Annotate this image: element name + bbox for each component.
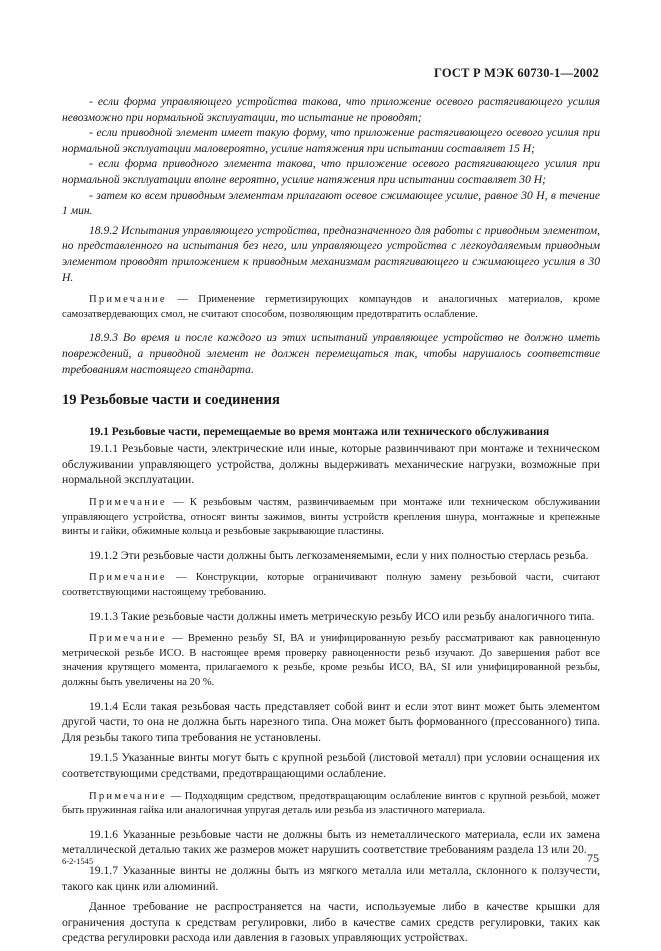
note-text: — К резьбовым частям, развинчиваемым при монтаже или техническом обслуживании управляющего устройства, относят винты зажимов, винты устройств крепления шнура, монтажные и крепежные винты и гайки, обжимные кольца и резьбовые закрывающие пластины. — [62, 497, 600, 538]
subsection-heading: 19.1 Резьбовые части, перемещаемые во время монтажа или технического обслуживания — [89, 425, 550, 438]
dash-item: - если приводной элемент имеет такую форму, что приложение растягивающего осевого усилия при нормальной эксплуатации маловероятно, усилие натяжения при испытании составляет 15 Н; — [62, 126, 600, 155]
dash-item: - если форма управляющего устройства такова, что приложение осевого растягивающего усилия невозможно при нормальной эксплуатации, то испытание не проводят; — [62, 95, 600, 124]
print-code: 6-2-1545 — [62, 856, 94, 866]
page-header-standard-title: ГОСТ Р МЭК 60730-1—2002 — [434, 66, 599, 80]
dash-item: - затем ко всем приводным элементам прилагают осевое сжимающее усилие, равное 30 Н, в течение 1 мин. — [62, 188, 600, 218]
clause-19-1-3: 19.1.3 Такие резьбовые части должны иметь метрическую резьбу ИСО или резьбу аналогичного типа. — [89, 609, 595, 623]
clause-19-1-5: 19.1.5 Указанные винты могут быть с крупной резьбой (листовой металл) при условии оснащения их соответствующими средствами, предотвращающими ослабление. — [62, 751, 600, 780]
note-1 — [62, 293, 600, 322]
section-heading: 19 Резьбовые части и соединения — [62, 392, 280, 409]
note-text: — Подходящим средством, предотвращающим ослабление винтов с крупной резьбой, может быть пружинная гайка или аналогичная упругая деталь или резьба из эластичного материала. — [62, 790, 600, 817]
note-5 — [62, 790, 600, 819]
note-label: Примечание — [89, 294, 167, 306]
clause-19-1-1: 19.1.1 Резьбовые части, электрические или иные, которые развинчивают при монтаже и техническом обслуживании управляющего устройства, должны выдерживать механические нагрузки, возможные при нормальной эксплуатации. — [62, 442, 600, 487]
note-text: — Временно резьбу SI, ВА и унифицированную резьбу рассматривают как равноценную метрической резьбе ИСО. В настоящее время проверку равноценности резьб изучают. До завершения работ все значения крутящего момента, прилагаемого к резьбе, кроме резьбы ИСО, ВА, SI или унифицированной резьбы, должны быть увеличены на 20 %. — [62, 633, 600, 688]
clause-19-1-2: 19.1.2 Эти резьбовые части должны быть легкозаменяемыми, если у них полностью стерлась резьба. — [89, 548, 589, 562]
page-content — [62, 94, 600, 951]
note-text: — Применение герметизирующих компаундов и аналогичных материалов, кроме самозатвердевающих смол, не считают способом, позволяющим предотвратить ослабление. — [62, 294, 600, 320]
note-label: Примечание — [89, 790, 167, 802]
note-text: — Конструкции, которые ограничивают полную замену резьбовой части, считают соответствующими настоящему требованию. — [62, 572, 600, 599]
note-4 — [62, 632, 600, 690]
clause-18-9-2: 18.9.2 Испытания управляющего устройства, предназначенного для работы с приводным элементом, но представленного на испытания без него, или управляющего устройства с легкоудаляемым приводным элементом проводят приложением к приводным механизмам растягивающего и сжимающего усилия в 30 Н. — [62, 223, 600, 284]
page-number: 75 — [587, 851, 599, 865]
note-2 — [62, 496, 600, 540]
clause-19-1-6: 19.1.6 Указанные резьбовые части не должны быть из неметаллического материала, если их замена металлической деталью таких же размеров может нарушить соответствие требованиям раздела 13 или 20. — [62, 827, 600, 857]
dash-list — [62, 94, 600, 219]
dash-item: - если форма приводного элемента такова, что приложение осевого растягивающего усилия при нормальной эксплуатации вполне вероятно, усилие натяжения при испытании составляет 30 Н; — [62, 157, 600, 186]
note-label: Примечание — [89, 633, 167, 645]
note-3 — [62, 571, 600, 600]
clause-18-9-3: 18.9.3 Во время и после каждого из этих испытаний управляющее устройство не должно иметь повреждений, а приводной элемент не должен перемещаться так, чтобы нарушалось соответствие требованиям настоящего стандарта. — [62, 331, 600, 376]
note-label: Примечание — [89, 572, 167, 584]
note-label: Примечание — [89, 497, 167, 509]
paragraph-final: Данное требование не распространяется на части, используемые либо в качестве крышки для ограничения доступа к средствам регулировки, либо в качестве самих средств регулировки, таких как средства регулировки расхода или давления в газовых управляющих устройствах. — [62, 900, 600, 945]
clause-19-1-7: 19.1.7 Указанные винты не должны быть из мягкого металла или металла, склонного к ползучести, такого как цинк или алюминий. — [62, 863, 600, 893]
clause-19-1-4: 19.1.4 Если такая резьбовая часть представляет собой винт и если этот винт может быть элементом другой части, то она не должна быть нарезного типа. Она может быть формованного (прессованного) типа. Для резьбы такого типа требования не установлены. — [62, 699, 600, 744]
